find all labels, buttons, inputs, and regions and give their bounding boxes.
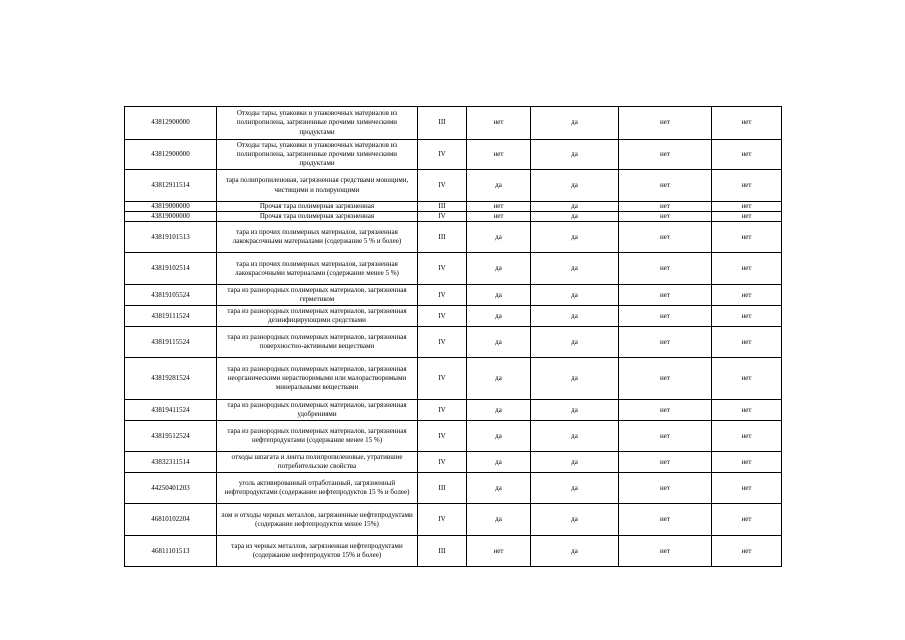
flag-cell: нет [712,170,782,202]
hazard-class-cell: IV [418,140,467,170]
flag-cell: нет [619,285,712,306]
table-row [125,421,782,452]
flag-cell: нет [619,358,712,400]
table-row [125,253,782,285]
flag-cell: да [531,212,619,222]
waste-code-cell: 43819512524 [125,421,217,452]
flag-cell: нет [619,536,712,567]
hazard-class-cell: IV [418,306,467,327]
flag-cell: нет [712,473,782,504]
flag-cell: да [531,202,619,212]
waste-name-cell: тара из прочих полимерных материалов, загрязненная лакокрасочными материалами (содержание менее 5 %) [217,253,418,285]
flag-cell: нет [712,202,782,212]
flag-cell: да [531,222,619,253]
waste-code-cell: 43819105524 [125,285,217,306]
flag-cell: нет [619,170,712,202]
flag-cell: нет [712,504,782,536]
flag-cell: нет [467,202,531,212]
waste-code-cell: 43819101513 [125,222,217,253]
table-row [125,400,782,421]
waste-code-cell: 43819281524 [125,358,217,400]
flag-cell: да [531,306,619,327]
flag-cell: нет [712,421,782,452]
flag-cell: нет [619,202,712,212]
flag-cell: нет [619,222,712,253]
flag-cell: нет [619,400,712,421]
hazard-class-cell: IV [418,170,467,202]
waste-name-cell: тара из черных металлов, загрязненная нефтепродуктами (содержание нефтепродуктов 15% и более) [217,536,418,567]
waste-code-cell: 43819000000 [125,212,217,222]
flag-cell: да [531,452,619,473]
flag-cell: нет [712,452,782,473]
waste-code-cell: 46811101513 [125,536,217,567]
waste-code-cell: 43832311514 [125,452,217,473]
flag-cell: нет [467,212,531,222]
waste-name-cell: тара из разнородных полимерных материалов, загрязненная герметиком [217,285,418,306]
table-row [125,212,782,222]
flag-cell: да [467,358,531,400]
table-row [125,504,782,536]
hazard-class-cell: IV [418,212,467,222]
waste-code-cell: 43819000000 [125,202,217,212]
waste-name-cell: уголь активированный отработанный, загрязненный нефтепродуктами (содержание нефтепродуктов 15 % и более) [217,473,418,504]
table-row [125,327,782,358]
flag-cell: нет [712,212,782,222]
waste-code-cell: 43812911514 [125,170,217,202]
waste-name-cell: Прочая тара полимерная загрязненная [217,202,418,212]
hazard-class-cell: III [418,536,467,567]
flag-cell: нет [712,253,782,285]
waste-code-cell: 46810102204 [125,504,217,536]
waste-name-cell: Прочая тара полимерная загрязненная [217,212,418,222]
hazard-class-cell: IV [418,400,467,421]
waste-code-cell: 43819411524 [125,400,217,421]
flag-cell: нет [619,327,712,358]
hazard-class-cell: IV [418,327,467,358]
waste-code-cell: 44250401203 [125,473,217,504]
waste-name-cell: тара из разнородных полимерных материалов, загрязненная нефтепродуктами (содержание менее 15 %) [217,421,418,452]
hazard-class-cell: IV [418,358,467,400]
flag-cell: нет [619,107,712,140]
table-row [125,107,782,140]
hazard-class-cell: IV [418,285,467,306]
flag-cell: нет [619,504,712,536]
flag-cell: да [467,421,531,452]
hazard-class-cell: III [418,222,467,253]
table-row [125,306,782,327]
flag-cell: да [531,253,619,285]
hazard-class-cell: III [418,202,467,212]
flag-cell: нет [619,452,712,473]
flag-cell: да [531,285,619,306]
flag-cell: нет [619,140,712,170]
flag-cell: нет [467,140,531,170]
flag-cell: нет [619,253,712,285]
flag-cell: нет [712,306,782,327]
waste-name-cell: тара из разнородных полимерных материалов, загрязненная неорганическими нерастворимыми или малорастворимыми минеральными веществами [217,358,418,400]
waste-table [124,106,782,567]
table-row [125,452,782,473]
flag-cell: нет [712,285,782,306]
waste-code-cell: 43812900000 [125,107,217,140]
hazard-class-cell: III [418,473,467,504]
waste-name-cell: тара из разнородных полимерных материалов, загрязненная дезинфицирующими средствами [217,306,418,327]
flag-cell: нет [712,107,782,140]
table-row [125,170,782,202]
flag-cell: да [467,400,531,421]
flag-cell: да [467,327,531,358]
table-row [125,285,782,306]
hazard-class-cell: III [418,107,467,140]
flag-cell: нет [467,107,531,140]
table-row [125,202,782,212]
flag-cell: нет [619,421,712,452]
flag-cell: да [531,473,619,504]
flag-cell: да [531,358,619,400]
waste-code-cell: 43819111524 [125,306,217,327]
flag-cell: да [467,285,531,306]
flag-cell: нет [712,140,782,170]
flag-cell: да [531,170,619,202]
waste-code-cell: 43819102514 [125,253,217,285]
hazard-class-cell: IV [418,421,467,452]
flag-cell: нет [619,212,712,222]
waste-name-cell: тара полипропиленовая, загрязненная средствами моющими, чистящими и полирующими [217,170,418,202]
flag-cell: нет [712,222,782,253]
waste-name-cell: тара из разнородных полимерных материалов, загрязненная поверхностно-активными веществами [217,327,418,358]
flag-cell: да [531,504,619,536]
flag-cell: нет [619,473,712,504]
flag-cell: да [467,306,531,327]
waste-name-cell: лом и отходы черных металлов, загрязненные нефтепродуктами (содержание нефтепродуктов менее 15%) [217,504,418,536]
waste-name-cell: отходы шпагата и ленты полипропиленовые, утратившие потребительские свойства [217,452,418,473]
flag-cell: нет [712,327,782,358]
flag-cell: да [531,421,619,452]
table-row [125,536,782,567]
flag-cell: нет [467,536,531,567]
flag-cell: да [531,107,619,140]
hazard-class-cell: IV [418,452,467,473]
flag-cell: нет [712,358,782,400]
flag-cell: да [467,253,531,285]
flag-cell: нет [712,536,782,567]
flag-cell: да [467,504,531,536]
flag-cell: да [467,452,531,473]
flag-cell: да [467,170,531,202]
waste-name-cell: Отходы тары, упаковки и упаковочных материалов из полипропилена, загрязненные прочими химическими продуктами [217,107,418,140]
flag-cell: да [467,473,531,504]
waste-name-cell: тара из прочих полимерных материалов, загрязненная лакокрасочными материалами (содержание 5 % и более) [217,222,418,253]
flag-cell: да [531,327,619,358]
waste-code-cell: 43819115524 [125,327,217,358]
flag-cell: да [467,222,531,253]
table-row [125,358,782,400]
waste-code-cell: 43812900000 [125,140,217,170]
flag-cell: нет [619,306,712,327]
hazard-class-cell: IV [418,253,467,285]
hazard-class-cell: IV [418,504,467,536]
waste-name-cell: тара из разнородных полимерных материалов, загрязненная удобрениями [217,400,418,421]
table-row [125,140,782,170]
table-row [125,473,782,504]
flag-cell: да [531,400,619,421]
table-row [125,222,782,253]
waste-name-cell: Отходы тары, упаковки и упаковочных материалов из полипропилена, загрязненные прочими химическими продуктами [217,140,418,170]
flag-cell: да [531,140,619,170]
flag-cell: да [531,536,619,567]
flag-cell: нет [712,400,782,421]
